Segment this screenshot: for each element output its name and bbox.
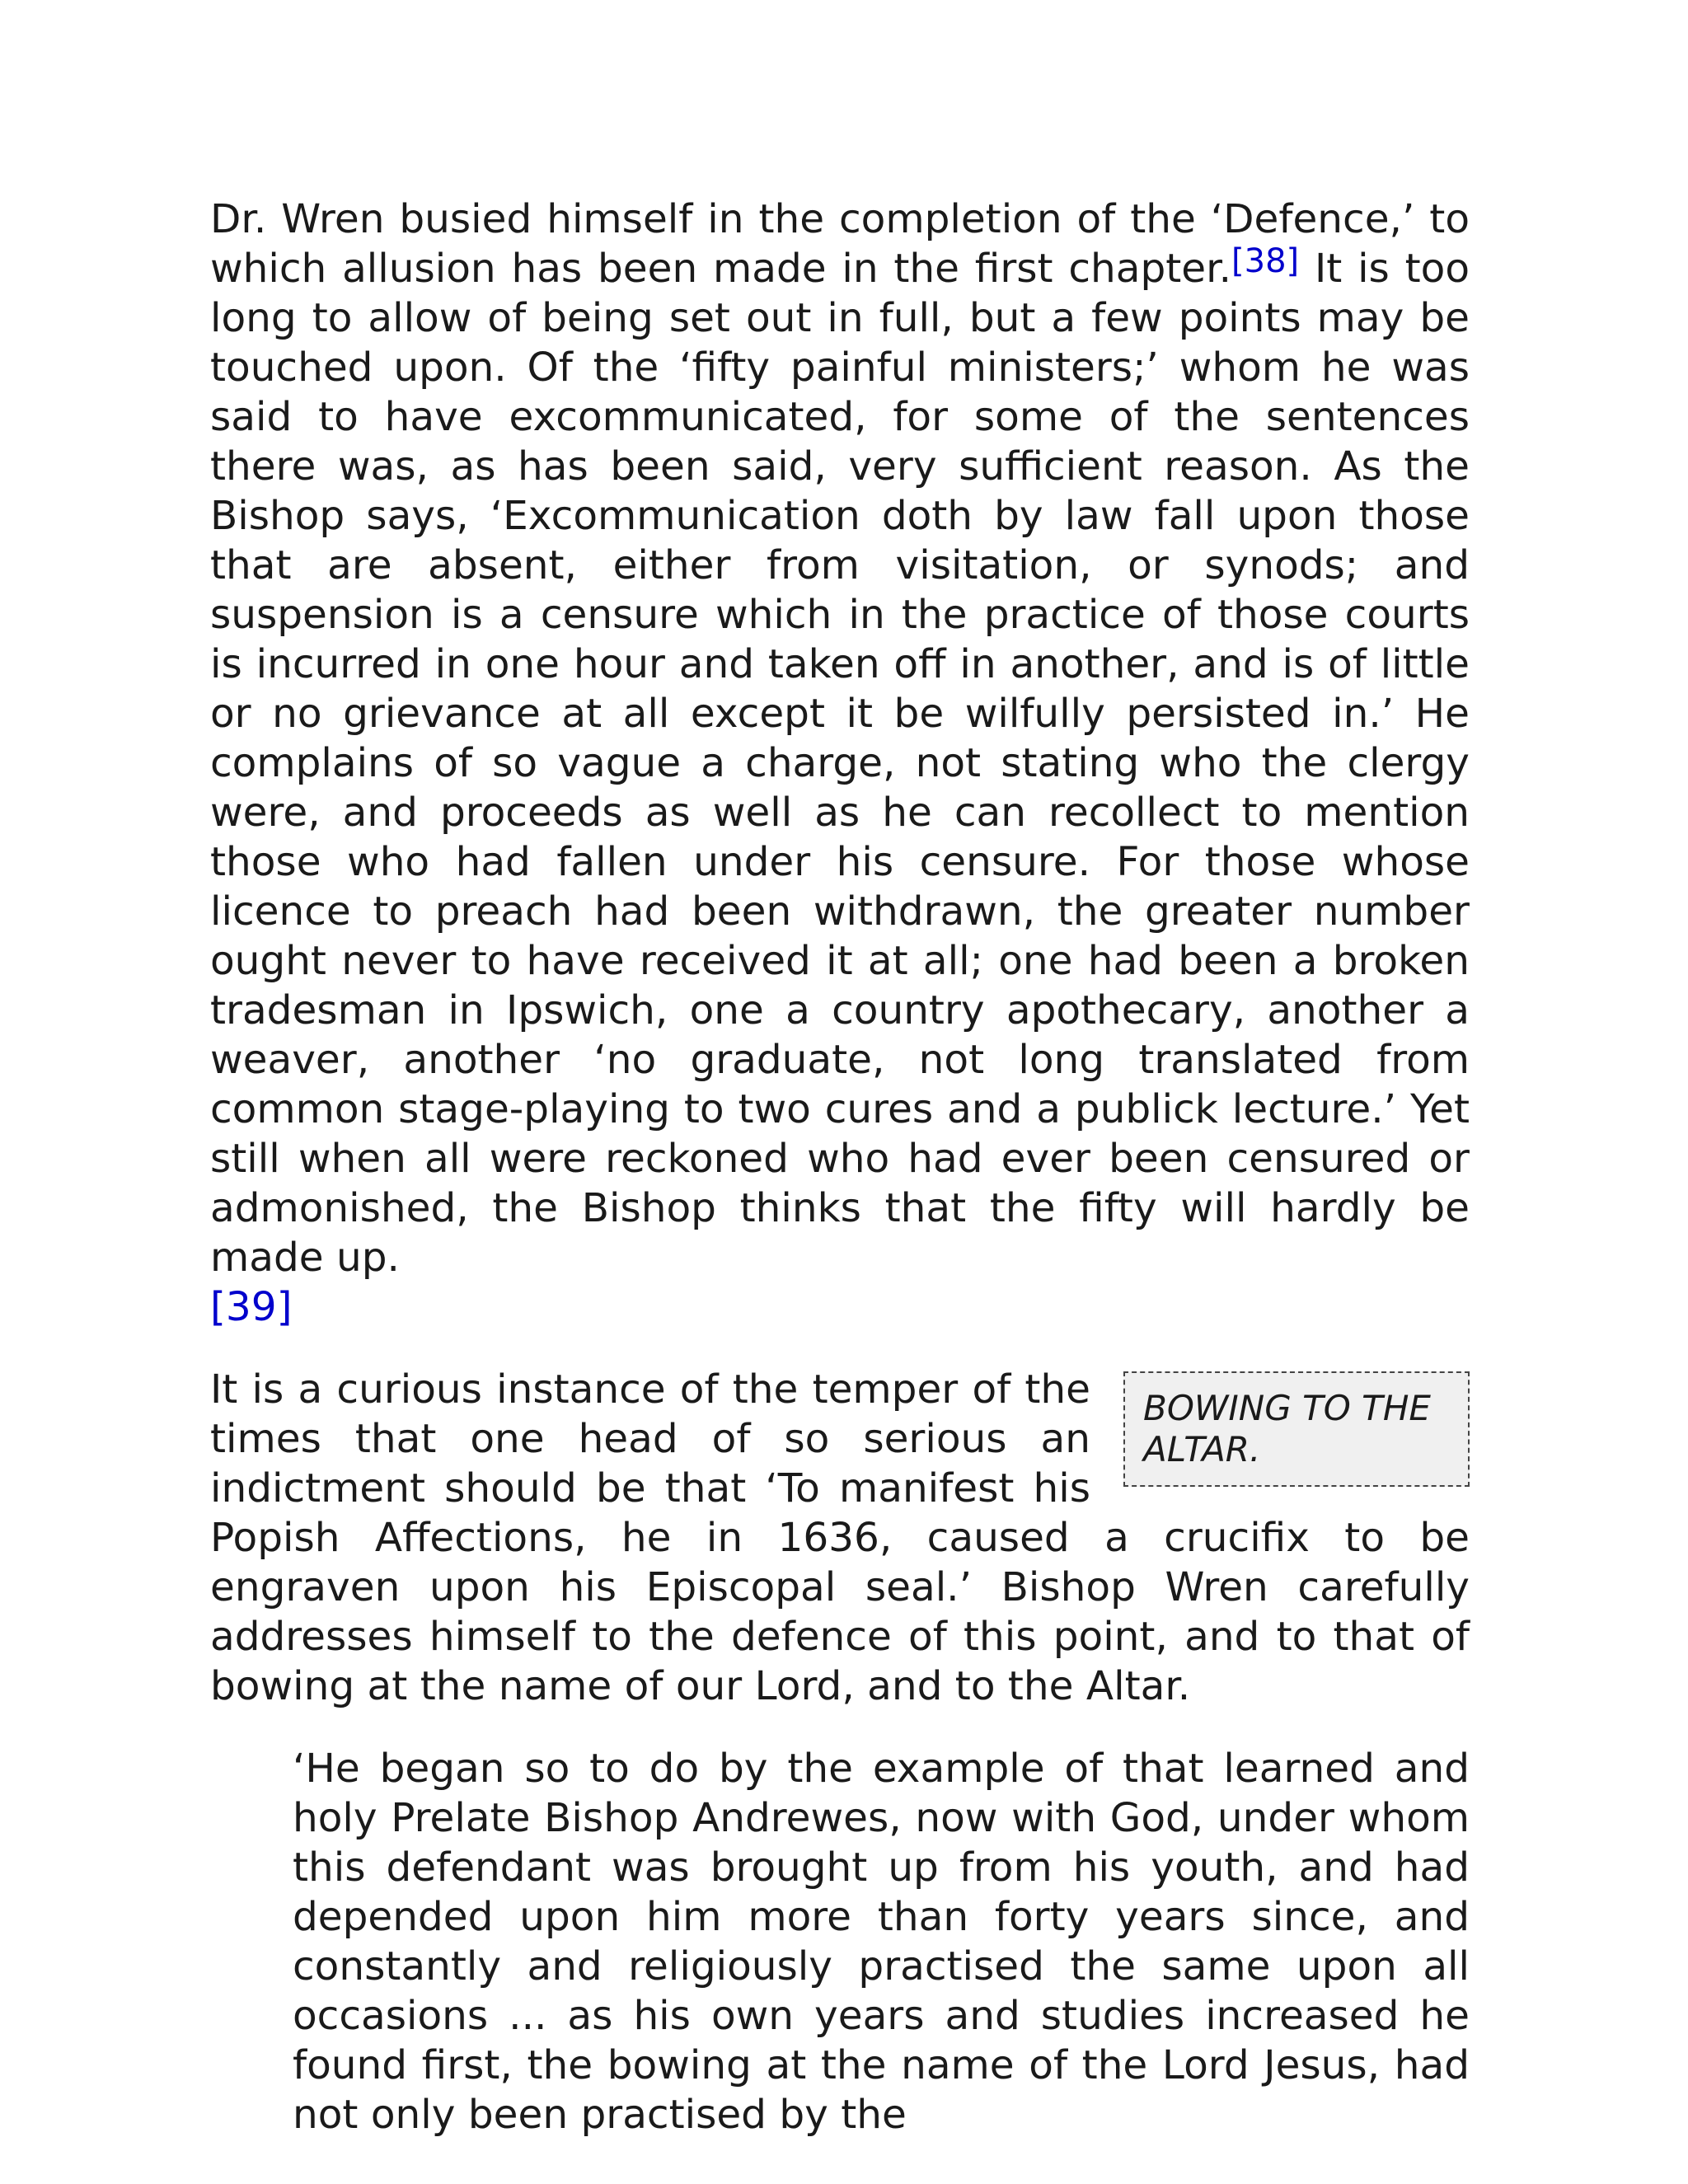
paragraph-crucifix [210,1365,1470,1711]
sidenote-bowing-to-altar: BOWING TO THE ALTAR. [1123,1371,1470,1487]
block-quote: ‘He began so to do by the example of that learned and holy Prelate Bishop Andrewes, now with God, under whom this defendant was brought up from his youth, and had depended upon him more than forty years since, and constantly and religiously practised the same upon all occasions ... as his own years and studies increased he found first, the bowing at the name of the Lord Jesus, had not only been practised by the [293,1746,1470,2138]
footnote-link-38[interactable]: [38] [1231,242,1300,280]
paragraph-defence [210,194,1470,1332]
paragraph-text: Dr. Wren busied himself in the completion of the ‘Defence,’ to which allusion has been made in the first chapter. [210,196,1470,292]
paragraph-text: It is a curious instance of the temper of the times that one head of so serious an indictment should be that ‘To manifest his Popish Affections, he in 1636, caused a crucifix to be engraven upon his Episcopal seal.’ Bishop Wren carefully addresses himself to the defence of this point, and to that of bowing at the name of our Lord, and to the Altar. [210,1366,1470,1709]
footnote-link-39[interactable]: [39] [210,1284,293,1330]
page-content [210,194,1470,2139]
paragraph-text: It is too long to allow of being set out in full, but a few points may be touched upon. Of the ‘fifty painful ministers;’ whom he was said to have excommunicated, for some of the sentences there was, as has been said, very sufficient reason. As the Bishop says, ‘Excommunication doth by law fall upon those that are absent, either from visitation, or synods; and suspension is a censure which in the practice of those courts is incurred in one hour and taken off in another, and is of little or no grievance at all except it be wilfully persisted in.’ He complains of so vague a charge, not stating who the clergy were, and proceeds as well as he can recollect to mention those who had fallen under his censure. For those whose licence to preach had been withdrawn, the greater number ought never to have received it at all; one had been a broken tradesman in Ipswich, one a country apothecary, another a weaver, another ‘no graduate, not long translated from common stage-playing to two cures and a publick lecture.’ Yet still when all were reckoned who had ever been censured or admonished, the Bishop thinks that the fifty will hardly be made up. [210,246,1470,1281]
